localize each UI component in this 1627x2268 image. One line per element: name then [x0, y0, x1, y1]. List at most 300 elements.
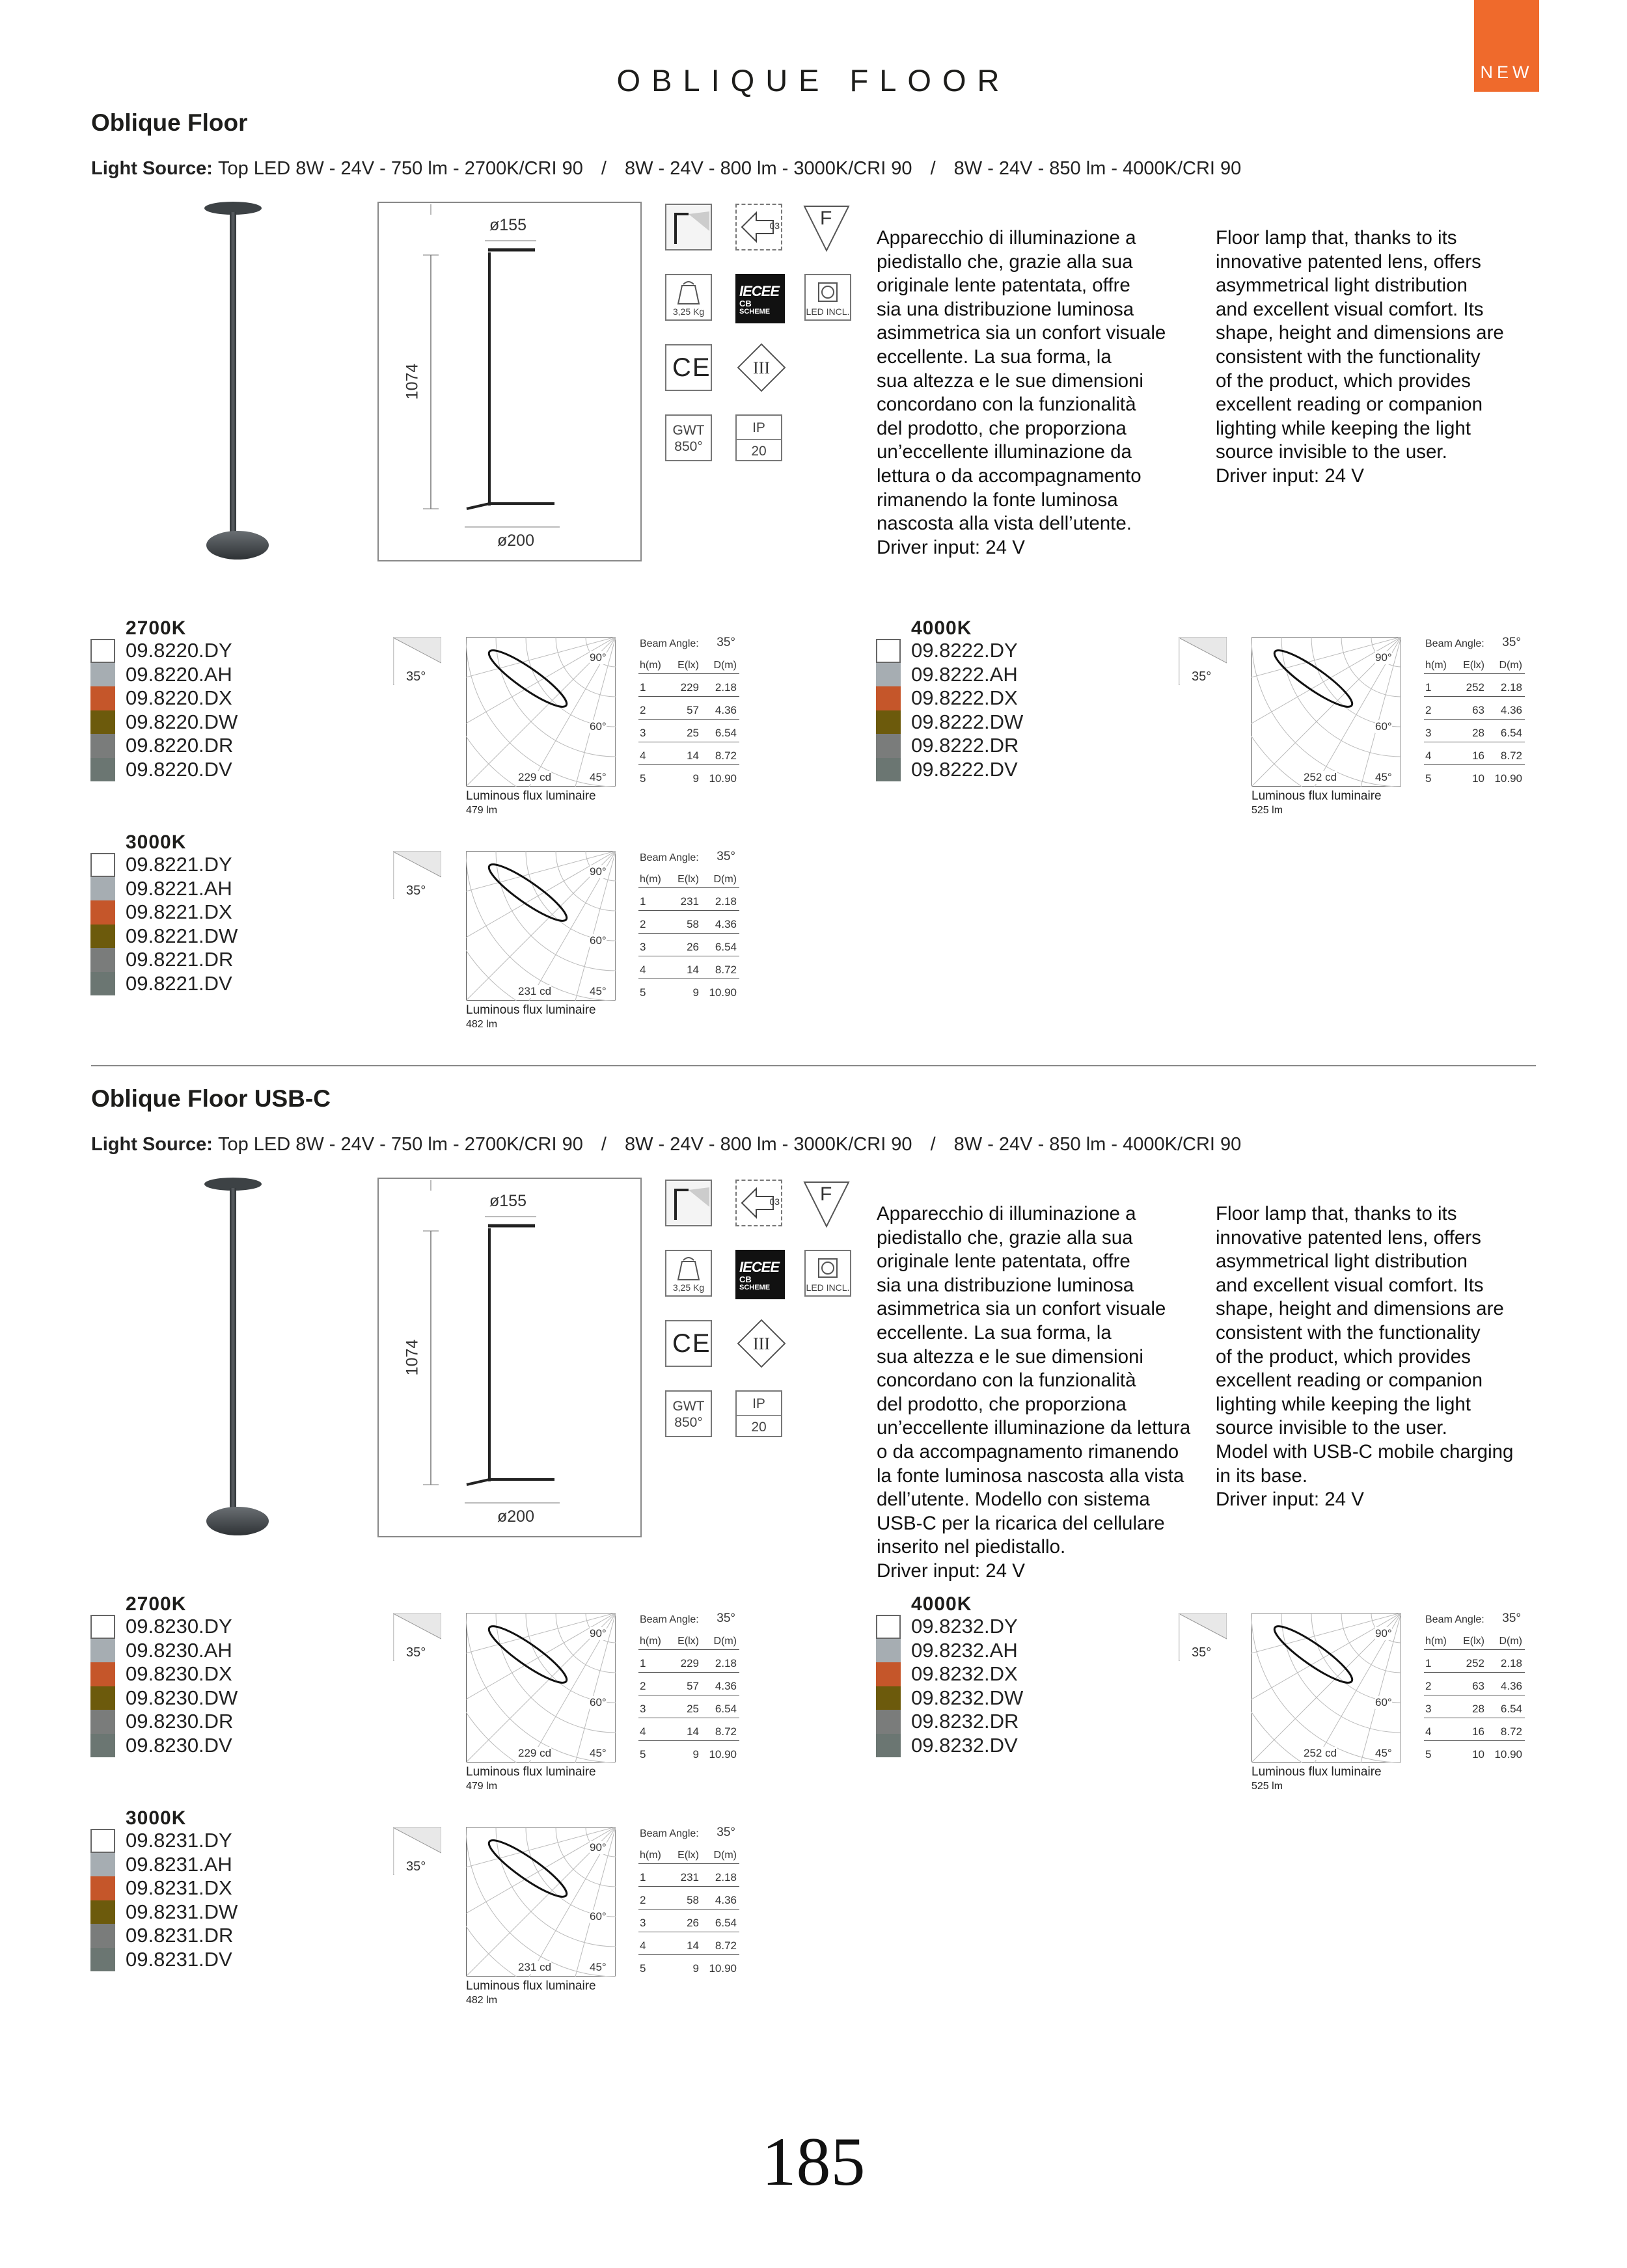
variant-code-text: 09.8220.DX: [126, 686, 232, 709]
beam-table-row: [638, 765, 739, 787]
flux-value: 525 lm: [1251, 1781, 1283, 1792]
beam-table-cell: 8.72: [715, 1725, 737, 1738]
beam-angle-icon-label: 35°: [406, 884, 426, 898]
variant-code: [126, 1662, 238, 1686]
beam-table-cell: 231: [680, 895, 699, 908]
beam-angle-value: 35°: [717, 636, 735, 649]
beam-table-row: [638, 1650, 739, 1673]
variant-code-text: 09.8232.DV: [911, 1733, 1018, 1757]
variant-code-text: 09.8230.DX: [126, 1662, 232, 1685]
top-diameter: ø155: [489, 1192, 526, 1210]
beam-table-cell: 6.54: [715, 1703, 737, 1715]
beam-table-cell: 2: [1425, 1680, 1432, 1692]
section-title: Oblique Floor USB-C: [91, 1085, 331, 1112]
description-english: Floor lamp that, thanks to its innovative patented lens, offers asymmetrical light distribution and excellent visual comfort. Its shape, height and dimensions are consistent with the functionality of the product, which provides excellent reading or companion lighting while keeping the light source invisible to the user. Driver input: 24 V: [1216, 227, 1504, 487]
beam-table-cell: 1: [640, 895, 646, 908]
weight-icon: [665, 1250, 712, 1297]
photometric-diagram: [466, 851, 616, 1040]
light-source-option: 8W - 24V - 800 lm - 3000K/CRI 90: [624, 1134, 912, 1155]
flux-label: Luminous flux luminaire: [466, 1765, 596, 1779]
finish-swatch: [90, 877, 115, 901]
energy-class-icon: [735, 204, 782, 250]
beam-table-row: [638, 1932, 739, 1955]
variant-code: [126, 1900, 238, 1924]
variant-code-text: 09.8221.DY: [126, 853, 232, 876]
variant-code: [126, 877, 238, 901]
beam-table-cell: 8.72: [715, 964, 737, 976]
beam-table-cell: 6.54: [1500, 727, 1522, 739]
beam-table-cell: 3: [640, 1917, 646, 1929]
led-included-label: LED INCL.: [806, 306, 850, 317]
variant-code: [911, 1662, 1023, 1686]
candela-value: 252 cd: [1304, 1747, 1337, 1759]
beam-table-cell: 5: [640, 1748, 646, 1761]
beam-table-cell: 3: [640, 941, 646, 953]
beam-table-cell: 4.36: [715, 704, 737, 716]
photometric-diagram: [1251, 1613, 1401, 1802]
beam-table-row: [638, 742, 739, 765]
beam-table-row: [638, 888, 739, 911]
beam-table-row: [1424, 1673, 1525, 1695]
base-diameter: ø200: [497, 1507, 534, 1526]
beam-table-row: [638, 1741, 739, 1763]
header-h: h(m): [640, 1850, 661, 1861]
led-included-icon: [804, 1250, 851, 1297]
beam-table-row: [1424, 1695, 1525, 1718]
beam-table-header: [638, 654, 739, 674]
variant-code: [126, 686, 238, 710]
photometric-diagram: [466, 1613, 616, 1802]
header-h: h(m): [1425, 660, 1447, 671]
flux-value: 479 lm: [466, 1781, 498, 1792]
beam-table-cell: 16: [1472, 749, 1484, 762]
angle-label-45: 45°: [590, 985, 607, 997]
header-h: h(m): [640, 1636, 661, 1647]
flux-value: 525 lm: [1251, 805, 1283, 816]
finish-swatch: [90, 639, 115, 663]
variant-code-list: [126, 1615, 238, 1757]
beam-table-cell: 4.36: [1500, 1680, 1522, 1692]
beam-table-cell: 28: [1472, 727, 1484, 739]
iecee-label: IECEE: [739, 283, 780, 299]
beam-table-cell: 1: [640, 1871, 646, 1883]
flux-value: 479 lm: [466, 805, 498, 816]
beam-table-cell: 28: [1472, 1703, 1484, 1715]
beam-table-cell: 8.72: [715, 749, 737, 762]
beam-table-row: [638, 1887, 739, 1910]
finish-swatch: [90, 758, 115, 782]
variant-code-text: 09.8231.DX: [126, 1876, 232, 1899]
angle-label-60: 60°: [590, 934, 607, 947]
gwt-label: GWT 850°: [672, 423, 705, 455]
ce-mark: CE: [672, 1329, 711, 1358]
beam-table-cell: 4: [640, 1939, 646, 1952]
finish-swatch: [876, 1662, 901, 1686]
variant-code: [126, 1639, 238, 1663]
section-title: Oblique Floor: [91, 109, 248, 136]
variant-code-text: 09.8222.DR: [911, 734, 1019, 757]
base-diameter: ø200: [497, 532, 534, 550]
variant-code: [126, 1948, 238, 1972]
beam-table-cell: 4.36: [715, 1894, 737, 1906]
beam-table-cell: 6.54: [715, 727, 737, 739]
angle-label-60: 60°: [590, 720, 607, 733]
finish-swatch: [90, 853, 115, 877]
beam-table-cell: 16: [1472, 1725, 1484, 1738]
variant-code-text: 09.8221.AH: [126, 876, 232, 900]
beam-table-cell: 1: [640, 681, 646, 694]
header-e: E(lx): [1463, 1636, 1484, 1647]
beam-table-cell: 2.18: [715, 1871, 737, 1883]
variant-code-text: 09.8231.AH: [126, 1852, 232, 1876]
flux-label: Luminous flux luminaire: [466, 789, 596, 803]
beam-table-cell: 2: [640, 704, 646, 716]
light-source-option: 8W - 24V - 850 lm - 4000K/CRI 90: [953, 1134, 1242, 1155]
iecee-icon: [735, 274, 785, 323]
beam-table-cell: 4: [640, 964, 646, 976]
beam-table: [638, 1610, 739, 1763]
beam-table-cell: 10.90: [709, 1748, 737, 1761]
finish-swatch: [90, 1734, 115, 1758]
variant-temperature: 4000K: [911, 617, 972, 639]
beam-angle-label: Beam Angle:: [640, 1828, 699, 1839]
beam-table-cell: 5: [1425, 1748, 1432, 1761]
header-e: E(lx): [677, 1636, 699, 1647]
beam-table-cell: 3: [1425, 727, 1432, 739]
beam-table: [638, 848, 739, 1001]
beam-table-cell: 1: [640, 1657, 646, 1669]
variant-code-list: [911, 1615, 1023, 1757]
angle-label-45: 45°: [590, 1961, 607, 1973]
variant-code: [911, 1639, 1023, 1663]
beam-table-cell: 10.90: [709, 772, 737, 785]
flux-value: 482 lm: [466, 1995, 498, 2006]
beam-table-row: [638, 934, 739, 956]
light-source-option: 8W - 24V - 800 lm - 3000K/CRI 90: [624, 158, 912, 179]
beam-table-cell: 26: [687, 1917, 699, 1929]
light-source-line: [91, 1134, 1241, 1155]
angle-label-90: 90°: [1375, 651, 1392, 664]
variant-code-text: 09.8230.DW: [126, 1686, 238, 1709]
class-three-icon: [735, 1317, 787, 1370]
beam-table-cell: 3: [640, 727, 646, 739]
variant-code-text: 09.8222.DY: [911, 639, 1018, 662]
variant-code: [126, 663, 238, 687]
variant-code: [126, 925, 238, 949]
beam-angle-icon-label: 35°: [406, 1859, 426, 1874]
beam-angle-icon-label: 35°: [1192, 669, 1212, 684]
variant-code-text: 09.8231.DW: [126, 1900, 238, 1923]
finish-swatch: [90, 972, 115, 996]
beam-direction-icon: [665, 204, 712, 250]
header-h: h(m): [640, 660, 661, 671]
finish-swatch: [90, 686, 115, 710]
beam-angle-value: 35°: [717, 1612, 735, 1625]
candela-value: 231 cd: [518, 1961, 552, 1973]
header-e: E(lx): [677, 874, 699, 885]
beam-angle-label: Beam Angle:: [640, 638, 699, 649]
beam-angle-label: Beam Angle:: [1425, 638, 1484, 649]
flux-value: 482 lm: [466, 1019, 498, 1030]
beam-table-cell: 10: [1472, 1748, 1484, 1761]
beam-table-cell: 25: [687, 727, 699, 739]
beam-table-cell: 4.36: [715, 918, 737, 930]
variant-code: [126, 1924, 238, 1948]
angle-label-90: 90°: [590, 865, 607, 878]
variant-code: [911, 1686, 1023, 1710]
class-three-label: III: [753, 1334, 770, 1353]
variant-code-text: 09.8222.DX: [911, 686, 1018, 709]
finish-swatch: [90, 1829, 115, 1853]
beam-table-cell: 10.90: [1494, 1748, 1522, 1761]
height-dimension: 1074: [403, 363, 422, 400]
variant-code-text: 09.8220.AH: [126, 662, 232, 686]
beam-angle-icon-label: 35°: [1192, 1645, 1212, 1660]
beam-angle-label: Beam Angle:: [640, 852, 699, 863]
variant-code: [126, 853, 238, 877]
header-e: E(lx): [677, 1850, 699, 1861]
angle-label-60: 60°: [1375, 720, 1392, 733]
beam-angle-icon: [1179, 637, 1227, 685]
variant-code-text: 09.8220.DR: [126, 734, 234, 757]
beam-angle-label: Beam Angle:: [640, 1614, 699, 1625]
variant-code: [126, 1829, 238, 1853]
variant-code: [911, 710, 1023, 735]
variant-code-text: 09.8220.DV: [126, 757, 232, 781]
iecee-label: IECEE: [739, 1259, 780, 1275]
beam-table-cell: 14: [687, 964, 699, 976]
variant-code-text: 09.8231.DR: [126, 1924, 234, 1947]
weight-icon: [665, 274, 712, 321]
beam-table-row: [1424, 1718, 1525, 1741]
beam-angle-icon: [1179, 1613, 1227, 1661]
beam-table-cell: 4: [1425, 749, 1432, 762]
variant-code-list: [911, 639, 1023, 781]
flux-label: Luminous flux luminaire: [466, 1979, 596, 1993]
beam-table-cell: 4: [1425, 1725, 1432, 1738]
variant-code: [911, 639, 1023, 663]
photometric-diagram: [1251, 637, 1401, 826]
finish-swatch: [90, 948, 115, 972]
beam-table: [638, 634, 739, 787]
finish-swatch: [876, 758, 901, 782]
variant-code-text: 09.8231.DY: [126, 1829, 232, 1852]
beam-table-cell: 26: [687, 941, 699, 953]
top-diameter: ø155: [489, 216, 526, 234]
angle-label-45: 45°: [1375, 1747, 1392, 1759]
ip-rating-icon: [735, 414, 782, 461]
weight-value: 3,25 Kg: [672, 1282, 705, 1293]
angle-label-90: 90°: [590, 1841, 607, 1854]
energy-class-icon: [735, 1180, 782, 1226]
candela-value: 229 cd: [518, 771, 552, 783]
beam-table-cell: 5: [640, 1962, 646, 1975]
beam-table-cell: 2: [1425, 704, 1432, 716]
variant-code-list: [126, 639, 238, 781]
finish-swatch: [876, 734, 901, 758]
beam-table-header: [638, 1844, 739, 1864]
variant-code-text: 09.8221.DV: [126, 971, 232, 995]
beam-table-cell: 5: [1425, 772, 1432, 785]
beam-table-row: [638, 1718, 739, 1741]
separator: /: [930, 158, 936, 179]
beam-table-cell: 2.18: [1500, 681, 1522, 694]
variant-code-text: 09.8232.DY: [911, 1615, 1018, 1638]
page-title: OBLIQUE FLOOR: [616, 63, 1011, 98]
variant-code-text: 09.8230.DR: [126, 1710, 234, 1733]
beam-table-cell: 229: [680, 681, 699, 694]
candela-value: 252 cd: [1304, 771, 1337, 783]
finish-swatch: [90, 734, 115, 758]
beam-table-cell: 10: [1472, 772, 1484, 785]
beam-table-row: [638, 674, 739, 697]
variant-code-text: 09.8222.AH: [911, 662, 1018, 686]
finish-swatch: [90, 1876, 115, 1900]
beam-table-cell: 58: [687, 918, 699, 930]
energy-class-code: 03: [769, 221, 780, 231]
light-source-option: Top LED 8W - 24V - 750 lm - 2700K/CRI 90: [217, 1134, 583, 1155]
beam-table-cell: 9: [692, 1748, 699, 1761]
beam-table-cell: 63: [1472, 704, 1484, 716]
beam-table: [1424, 634, 1525, 787]
iecee-icon: [735, 1250, 785, 1299]
beam-table-cell: 10.90: [709, 986, 737, 999]
beam-table-cell: 5: [640, 772, 646, 785]
beam-table-cell: 2: [640, 918, 646, 930]
light-source-label: Light Source:: [91, 1134, 218, 1155]
variant-code-text: 09.8230.DV: [126, 1733, 232, 1757]
angle-label-45: 45°: [590, 771, 607, 783]
page-number: 185: [761, 2124, 866, 2200]
variant-code: [126, 1686, 238, 1710]
beam-table-cell: 2.18: [1500, 1657, 1522, 1669]
flux-label: Luminous flux luminaire: [466, 1003, 596, 1017]
variant-code: [126, 948, 238, 972]
variant-code: [126, 900, 238, 925]
gwt-label: GWT 850°: [672, 1399, 705, 1431]
beam-angle-icon-label: 35°: [406, 669, 426, 684]
beam-table-cell: 10.90: [1494, 772, 1522, 785]
header-e: E(lx): [677, 660, 699, 671]
ip-label: IP: [752, 1396, 765, 1411]
beam-table-cell: 1: [1425, 1657, 1432, 1669]
beam-table-row: [638, 1695, 739, 1718]
beam-table-cell: 2.18: [715, 681, 737, 694]
variant-code-list: [126, 1829, 238, 1971]
finish-swatch: [876, 639, 901, 663]
variant-code-text: 09.8222.DW: [911, 710, 1024, 733]
beam-table-cell: 14: [687, 1939, 699, 1952]
light-source-option: Top LED 8W - 24V - 750 lm - 2700K/CRI 90: [217, 158, 583, 179]
f-mark-label: F: [820, 208, 832, 229]
variant-code-text: 09.8221.DX: [126, 900, 232, 923]
variant-code: [911, 1615, 1023, 1639]
beam-table-cell: 2: [640, 1680, 646, 1692]
finish-swatch: [876, 710, 901, 735]
beam-angle-icon: [393, 851, 441, 899]
variant-code-text: 09.8220.DY: [126, 639, 232, 662]
beam-table-row: [638, 1910, 739, 1932]
flux-label: Luminous flux luminaire: [1251, 1765, 1382, 1779]
beam-table-row: [1424, 697, 1525, 720]
angle-label-45: 45°: [1375, 771, 1392, 783]
section-divider: [91, 1065, 1536, 1066]
beam-table: [1424, 1610, 1525, 1763]
angle-label-60: 60°: [590, 1696, 607, 1708]
beam-table-row: [638, 697, 739, 720]
beam-table-cell: 25: [687, 1703, 699, 1715]
beam-table-row: [638, 720, 739, 742]
finish-swatch: [90, 925, 115, 949]
beam-table-row: [638, 1955, 739, 1977]
class-three-label: III: [753, 358, 770, 377]
ip-label: IP: [752, 420, 765, 435]
beam-table-row: [638, 1864, 739, 1887]
beam-table-row: [638, 956, 739, 979]
variant-temperature: 3000K: [126, 831, 187, 853]
beam-table-cell: 1: [1425, 681, 1432, 694]
variant-code-text: 09.8232.DW: [911, 1686, 1024, 1709]
gwt-icon: [665, 414, 712, 461]
ce-mark-icon: [665, 1320, 712, 1367]
variant-code-text: 09.8221.DR: [126, 948, 234, 971]
finish-swatch: [876, 1639, 901, 1663]
photometric-diagram: [466, 1827, 616, 2016]
ce-mark-icon: [665, 344, 712, 391]
beam-direction-icon: [665, 1180, 712, 1226]
beam-table-cell: 10.90: [709, 1962, 737, 1975]
variant-code: [126, 972, 238, 996]
candela-value: 231 cd: [518, 985, 552, 997]
finish-swatch: [90, 1662, 115, 1686]
variant-code-text: 09.8221.DW: [126, 924, 238, 947]
beam-angle-icon: [393, 637, 441, 685]
weight-value: 3,25 Kg: [672, 306, 705, 317]
iecee-cb: CB: [739, 1275, 752, 1284]
beam-table-cell: 2: [640, 1894, 646, 1906]
header-d: D(m): [713, 874, 737, 885]
variant-code-text: 09.8232.DR: [911, 1710, 1019, 1733]
header-d: D(m): [1499, 1636, 1522, 1647]
beam-table-cell: 9: [692, 772, 699, 785]
variant-code: [126, 758, 238, 782]
finish-swatch: [90, 663, 115, 687]
beam-table-cell: 4: [640, 1725, 646, 1738]
variant-code: [126, 639, 238, 663]
f-mark-label: F: [820, 1183, 832, 1205]
beam-table-cell: 3: [640, 1703, 646, 1715]
ip-value: 20: [751, 1420, 767, 1435]
beam-table-cell: 4: [640, 749, 646, 762]
angle-label-90: 90°: [1375, 1627, 1392, 1640]
variant-code-list: [126, 853, 238, 995]
technical-drawing: [377, 1178, 642, 1537]
light-source-line: [91, 158, 1241, 180]
variant-code: [126, 1615, 238, 1639]
variant-code: [911, 1710, 1023, 1734]
header-d: D(m): [713, 660, 737, 671]
candela-value: 229 cd: [518, 1747, 552, 1759]
variant-code-text: 09.8222.DV: [911, 757, 1018, 781]
separator: /: [601, 158, 607, 179]
variant-code-text: 09.8220.DW: [126, 710, 238, 733]
variant-code-text: 09.8232.DX: [911, 1662, 1018, 1685]
beam-table-cell: 14: [687, 749, 699, 762]
variant-code-text: 09.8231.DV: [126, 1947, 232, 1971]
beam-table-row: [638, 1673, 739, 1695]
product-photo: [202, 1176, 273, 1537]
finish-swatch: [90, 1686, 115, 1710]
